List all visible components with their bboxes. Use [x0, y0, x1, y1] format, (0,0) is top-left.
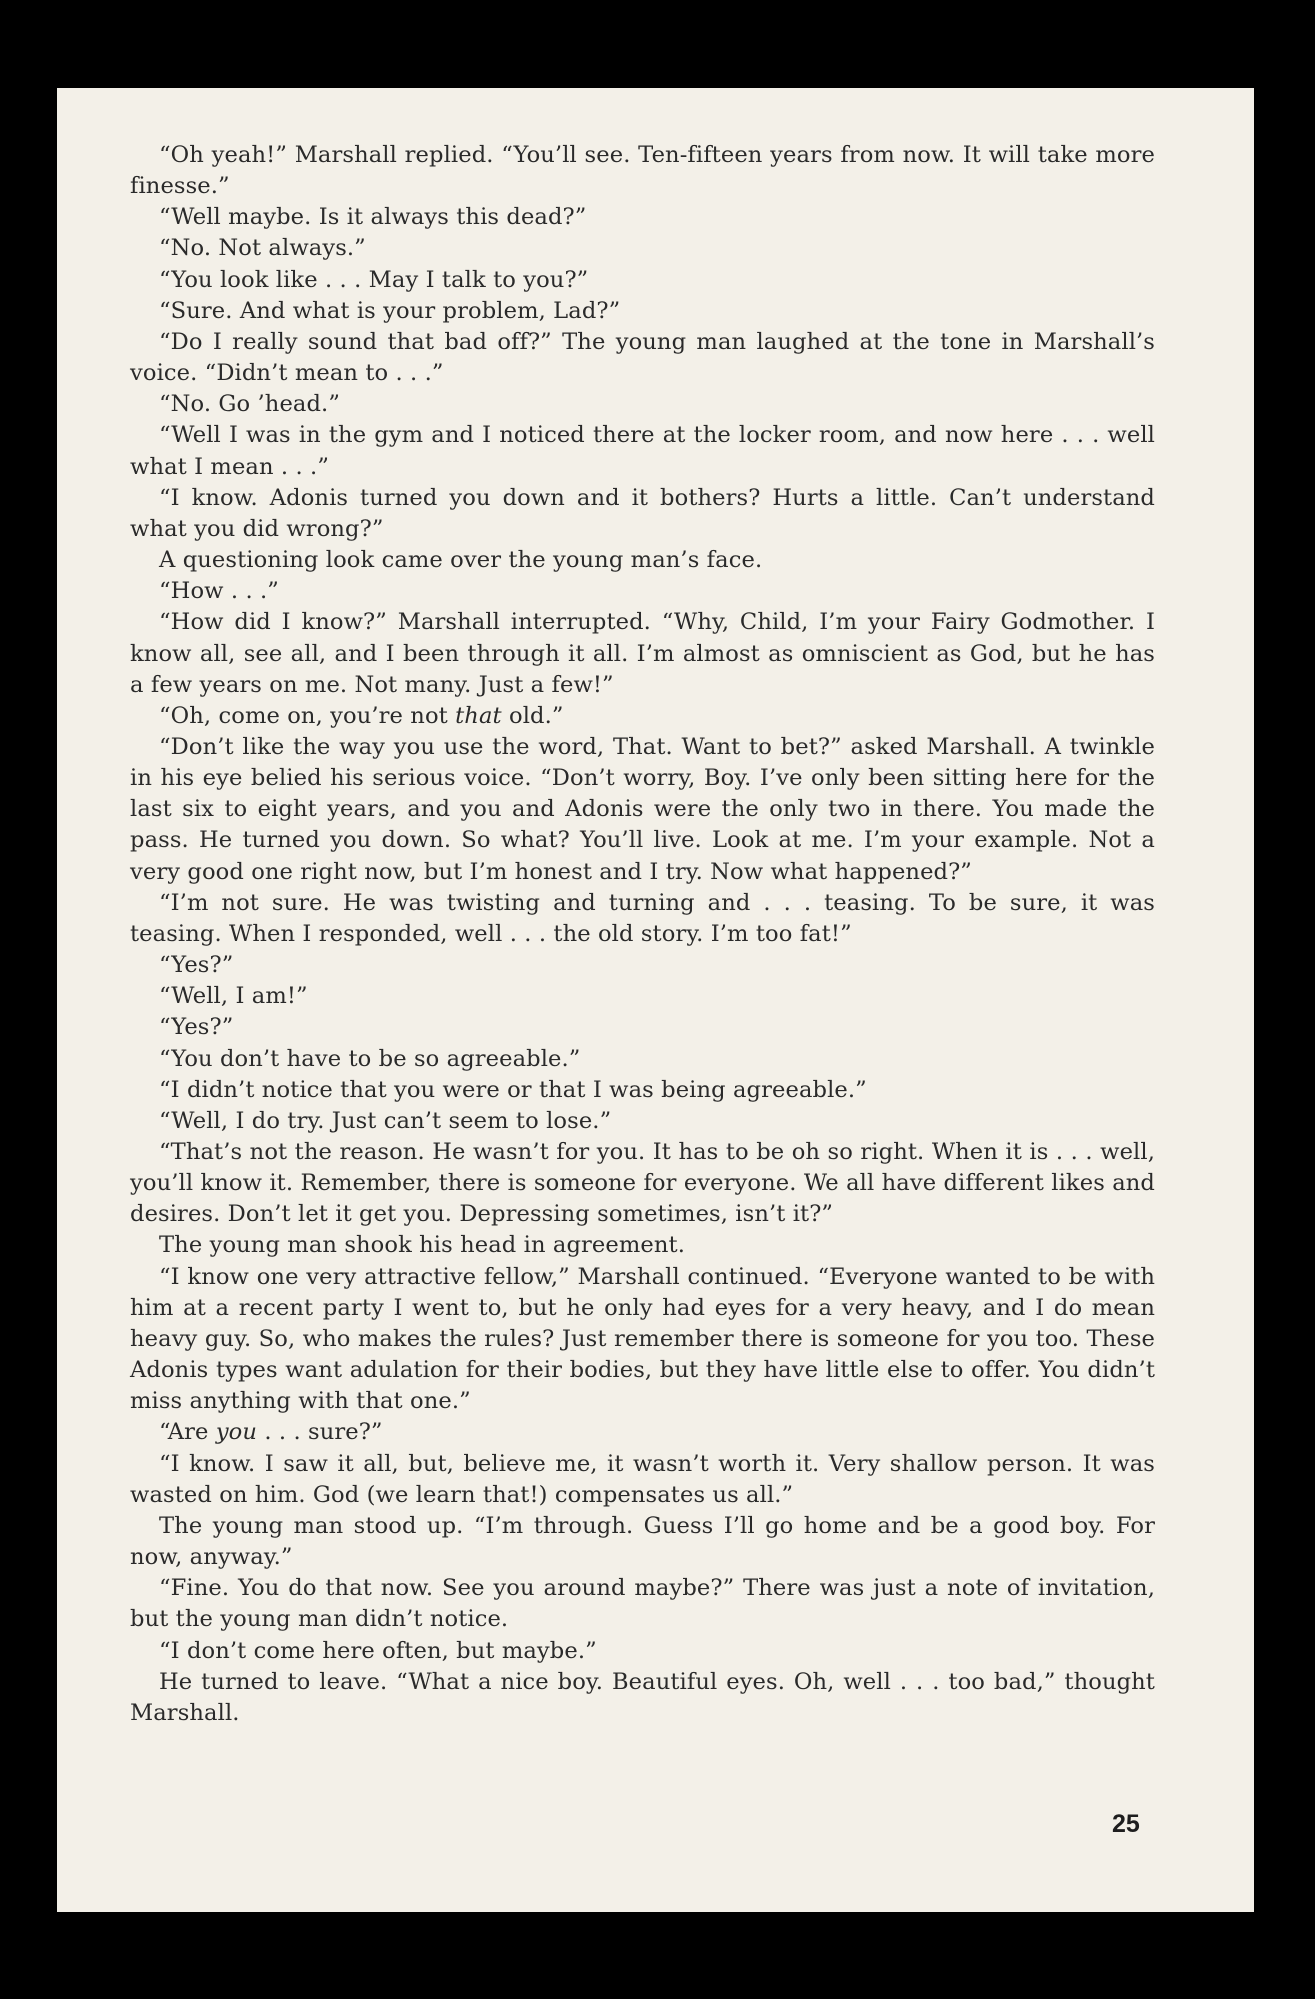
paragraph: “Don’t like the way you use the word, That. Want to bet?” asked Marshall. A twinkle in his eye belied his serious voice. “Don’t worry, Boy. I’ve only been sitting here for the last six to eight years, and you and Adonis were the only two in there. You made the pass. He turned you down. So what? You’ll live. Look at me. I’m your example. Not a very good one right now, but I’m honest and I try. Now what happened?” [130, 733, 1155, 885]
paragraph: The young man shook his head in agreement. [159, 1232, 685, 1259]
page-text [130, 140, 1155, 1729]
book-page [57, 88, 1254, 1912]
paragraph: “I know one very attractive fellow,” Marshall continued. “Everyone wanted to be with him at a recent party I went to, but he only had eyes for a very heavy, and I do mean heavy guy. So, who makes the rules? Just remember there is someone for you too. These Adonis types want adulation for their bodies, but they have little else to offer. You didn’t miss anything with that one.” [130, 1263, 1155, 1415]
paragraph: “I didn’t notice that you were or that I was being agreeable.” [159, 1076, 867, 1103]
paragraph: “Yes?” [159, 1014, 234, 1041]
paragraph: “I know. Adonis turned you down and it bothers? Hurts a little. Can’t understand what you did wrong?” [130, 484, 1155, 542]
paragraph: “Fine. You do that now. See you around maybe?” There was just a note of invitation, but the young man didn’t notice. [130, 1575, 1155, 1633]
paragraph: “I know. I saw it all, but, believe me, it wasn’t worth it. Very shallow person. It was wasted on him. God (we learn that!) compensates us all.” [130, 1450, 1155, 1508]
paragraph: “Do I really sound that bad off?” The young man laughed at the tone in Marshall’s voice. “Didn’t mean to . . .” [130, 328, 1155, 387]
paragraph: A questioning look came over the young man’s face. [159, 547, 763, 574]
paragraph: “No. Go ’head.” [159, 391, 340, 418]
page-number: 25 [1112, 1810, 1140, 1838]
paragraph: “How did I know?” Marshall interrupted. “Why, Child, I’m your Fairy Godmother. I know all, see all, and I been through it all. I’m almost as omniscient as God, but he has a few years on me. Not many. Just a few!” [130, 609, 1155, 698]
paragraph: “Yes?” [159, 952, 234, 979]
paragraph: “Oh, come on, you’re not that old.” [159, 702, 564, 729]
paragraph: “Well, I do try. Just can’t seem to lose.” [159, 1107, 612, 1134]
paragraph: “You don’t have to be so agreeable.” [159, 1045, 581, 1072]
paragraph: “No. Not always.” [159, 235, 366, 262]
paragraph: “Well I was in the gym and I noticed there at the locker room, and now here . . . well what I mean . . .” [130, 422, 1155, 480]
paragraph: “Well maybe. Is it always this dead?” [159, 204, 587, 231]
paragraph: “How . . .” [159, 578, 279, 605]
paragraph: “That’s not the reason. He wasn’t for you. It has to be oh so right. When it is . . . well, you’ll know it. Remember, there is someone for everyone. We all have different likes and desires. Don’t let it get you. Depressing sometimes, isn’t it?” [130, 1139, 1155, 1228]
paragraph: “Sure. And what is your problem, Lad?” [159, 297, 621, 324]
paragraph: “You look like . . . May I talk to you?” [159, 266, 589, 293]
paragraph: “I’m not sure. He was twisting and turning and . . . teasing. To be sure, it was teasing. When I responded, well . . . the old story. I’m too fat!” [130, 889, 1155, 947]
paragraph: “Oh yeah!” Marshall replied. “You’ll see. Ten-fifteen years from now. It will take more finesse.” [130, 142, 1155, 200]
paragraph: He turned to leave. “What a nice boy. Beautiful eyes. Oh, well . . . too bad,” thought Marshall. [130, 1668, 1155, 1726]
paragraph: “I don’t come here often, but maybe.” [159, 1637, 597, 1664]
paragraph: The young man stood up. “I’m through. Guess I’ll go home and be a good boy. For now, anyway.” [130, 1512, 1155, 1571]
paragraph: “Well, I am!” [159, 983, 308, 1010]
paragraph: “Are you . . . sure?” [159, 1419, 383, 1446]
